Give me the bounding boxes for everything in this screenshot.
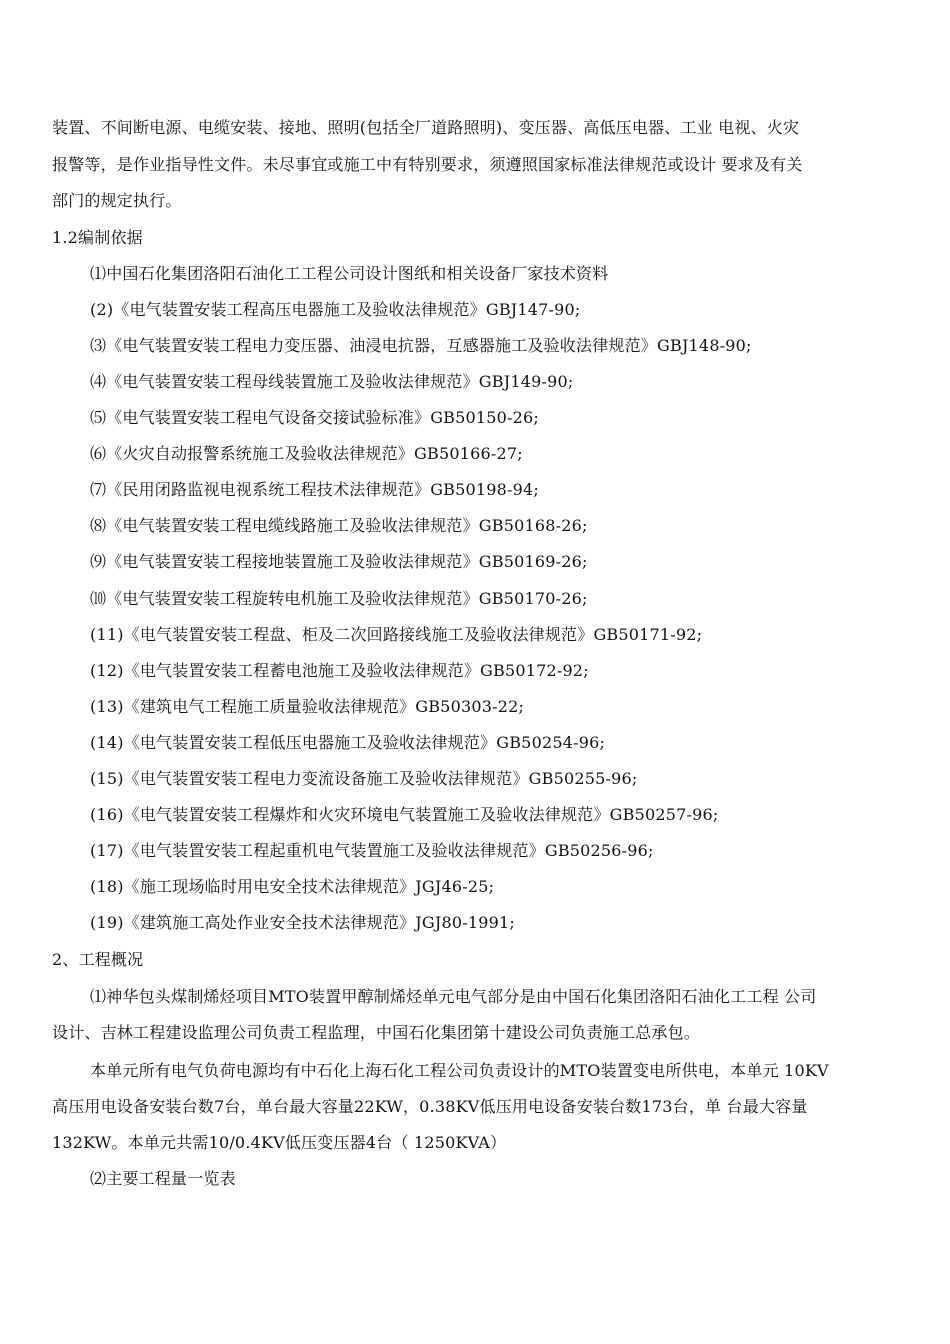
reference-item: (14)《电气装置安装工程低压电器施工及验收法律规范》GB50254-96; <box>90 733 606 752</box>
reference-item: ⑸《电气装置安装工程电气设备交接试验标准》GB50150-26; <box>90 408 539 427</box>
reference-item: (19)《建筑施工高处作业安全技术法律规范》JGJ80-1991; <box>90 913 515 932</box>
reference-item: ⑽《电气装置安装工程旋转电机施工及验收法律规范》GB50170-26; <box>90 589 588 608</box>
paragraph-line: 本单元所有电气负荷电源均有中石化上海石化工程公司负责设计的MTO装置变电所供电，本单元 10KV <box>90 1061 829 1080</box>
reference-item: (15)《电气装置安装工程电力变流设备施工及验收法律规范》GB50255-96; <box>90 769 638 788</box>
reference-item: ⑶《电气装置安装工程电力变压器、油浸电抗器，互感器施工及验收法律规范》GBJ148-90; <box>90 336 752 355</box>
section-heading: 2、工程概况 <box>52 950 144 969</box>
reference-item: ⑷《电气装置安装工程母线装置施工及验收法律规范》GBJ149-90; <box>90 372 574 391</box>
reference-item: ⑴中国石化集团洛阳石油化工工程公司设计图纸和相关设备厂家技术资料 <box>90 264 609 283</box>
reference-item: (13)《建筑电气工程施工质量验收法律规范》GB50303-22; <box>90 697 525 716</box>
section-heading: 1.2编制依据 <box>52 228 143 247</box>
reference-item: (2)《电气装置安装工程高压电器施工及验收法律规范》GBJ147-90; <box>90 300 581 319</box>
paragraph-line: ⑴神华包头煤制烯烃项目MTO装置甲醇制烯烃单元电气部分是由中国石化集团洛阳石油化工工程 公司 <box>90 987 817 1006</box>
reference-item: (16)《电气装置安装工程爆炸和火灾环境电气装置施工及验收法律规范》GB50257-96; <box>90 805 719 824</box>
reference-item: (12)《电气装置安装工程蓄电池施工及验收法律规范》GB50172-92; <box>90 661 589 680</box>
intro-line: 装置、不间断电源、电缆安装、接地、照明(包括全厂道路照明)、变压器、高低压电器、工业 电视、火灾 <box>52 118 800 137</box>
reference-item: (17)《电气装置安装工程起重机电气装置施工及验收法律规范》GB50256-96; <box>90 841 654 860</box>
reference-item: ⑹《火灾自动报警系统施工及验收法律规范》GB50166-27; <box>90 444 523 463</box>
paragraph-line: 132KW。本单元共需10/0.4KV低压变压器4台（ 1250KVA） <box>52 1133 507 1152</box>
intro-line: 部门的规定执行。 <box>52 191 182 210</box>
reference-item: (18)《施工现场临时用电安全技术法律规范》JGJ46-25; <box>90 877 495 896</box>
reference-item: ⑺《民用闭路监视电视系统工程技术法律规范》GB50198-94; <box>90 480 539 499</box>
reference-item: ⑻《电气装置安装工程电缆线路施工及验收法律规范》GB50168-26; <box>90 516 588 535</box>
paragraph-line: 高压用电设备安装台数7台，单台最大容量22KW，0.38KV低压用电设备安装台数173台，单 台最大容量 <box>52 1097 808 1116</box>
list-item: ⑵主要工程量一览表 <box>90 1169 236 1188</box>
intro-line: 报警等，是作业指导性文件。未尽事宜或施工中有特别要求，须遵照国家标准法律规范或设计 要求及有关 <box>52 155 803 174</box>
paragraph-line: 设计、吉林工程建设监理公司负责工程监理，中国石化集团第十建设公司负责施工总承包。 <box>52 1023 701 1042</box>
reference-item: (11)《电气装置安装工程盘、柜及二次回路接线施工及验收法律规范》GB50171-92; <box>90 625 703 644</box>
reference-item: ⑼《电气装置安装工程接地装置施工及验收法律规范》GB50169-26; <box>90 552 588 571</box>
